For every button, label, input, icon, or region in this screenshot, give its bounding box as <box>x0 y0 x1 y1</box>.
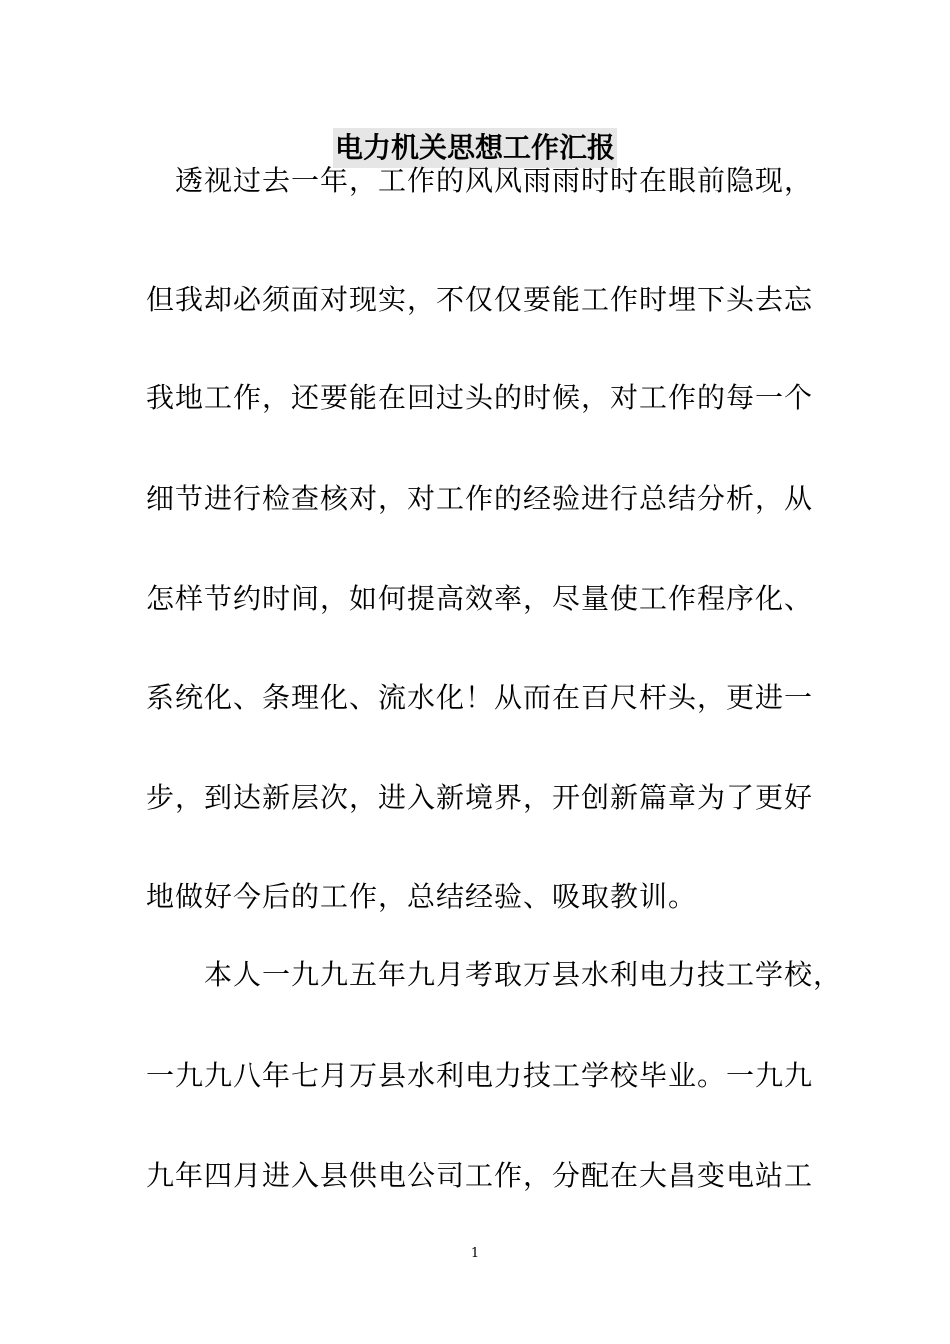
paragraph-line: 步，到达新层次，进入新境界，开创新篇章为了更好 <box>146 781 814 814</box>
paragraph-line: 地做好今后的工作，总结经验、吸取教训。 <box>146 880 698 913</box>
document-title: 电力机关思想工作汇报 <box>333 128 617 168</box>
paragraph-line: 细节进行检查核对，对工作的经验进行总结分析，从 <box>146 482 814 515</box>
page-number: 1 <box>470 1246 480 1261</box>
paragraph-line: 本人一九九五年九月考取万县水利电力技工学校， <box>204 958 843 991</box>
paragraph-line: 但我却必须面对现实，不仅仅要能工作时埋下头去忘 <box>146 283 814 316</box>
paragraph-line: 九年四月进入县供电公司工作，分配在大昌变电站工 <box>146 1159 814 1192</box>
paragraph-line: 透视过去一年，工作的风风雨雨时时在眼前隐现， <box>175 164 814 197</box>
paragraph-line: 一九九八年七月万县水利电力技工学校毕业。一九九 <box>146 1059 814 1092</box>
paragraph-line: 我地工作，还要能在回过头的时候，对工作的每一个 <box>146 381 814 414</box>
paragraph-line: 怎样节约时间，如何提高效率，尽量使工作程序化、 <box>146 582 814 615</box>
title-container <box>0 128 950 168</box>
paragraph-line: 系统化、条理化、流水化！从而在百尺杆头，更进一 <box>146 681 814 714</box>
